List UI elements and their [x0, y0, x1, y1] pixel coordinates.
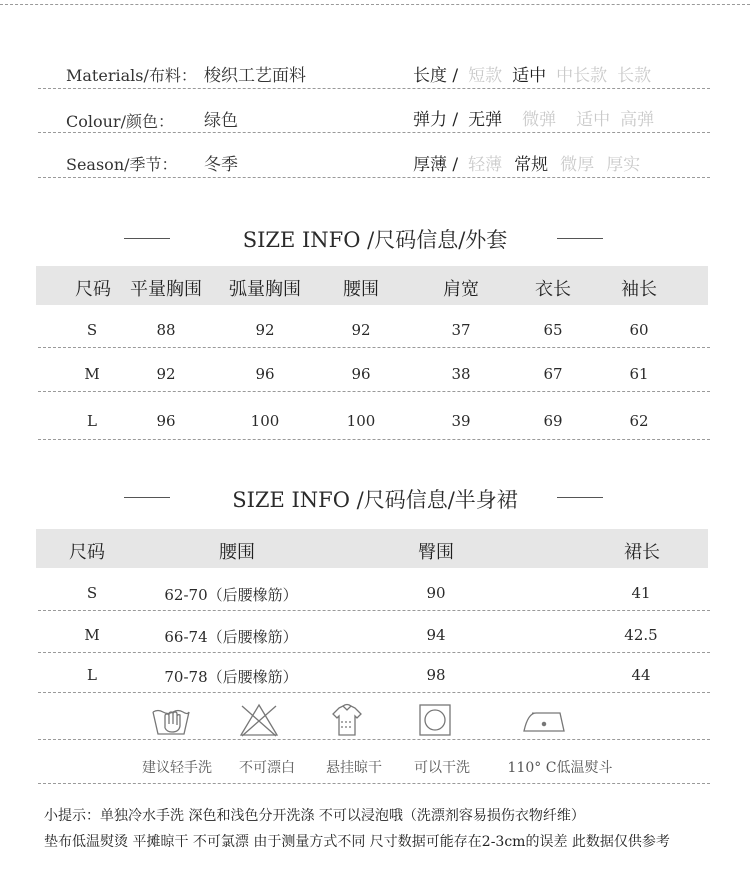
- elasticity-option-slight: 微弹: [522, 110, 557, 130]
- season-value: 冬季: [204, 155, 238, 175]
- cell-size: M: [84, 365, 100, 383]
- cell-shoulder: 37: [451, 321, 471, 339]
- elasticity-option-moderate: 适中: [576, 110, 611, 130]
- no-bleach-icon: [238, 702, 280, 738]
- header-curved-chest: 弧量胸围: [229, 279, 301, 300]
- title-rule-right: [557, 497, 603, 498]
- length-option-medium: 适中: [512, 66, 547, 86]
- length-options: [413, 61, 651, 86]
- iron-icon: [520, 702, 568, 738]
- care-label-dry-clean: 可以干洗: [414, 760, 470, 776]
- elasticity-options: [413, 105, 654, 130]
- care-label-hand-wash: 建议轻手洗: [142, 760, 212, 776]
- care-label-no-bleach: 不可漂白: [239, 760, 295, 776]
- divider: [38, 652, 710, 653]
- cell-length: 67: [543, 365, 563, 383]
- cell-waist: 92: [351, 321, 371, 339]
- header-skirt-length: 裙长: [624, 542, 660, 563]
- cell-shoulder: 38: [451, 365, 471, 383]
- length-option-long: 长款: [617, 66, 652, 86]
- colour-value: 绿色: [204, 111, 238, 131]
- header-waist: 腰围: [343, 279, 379, 300]
- materials-value: 梭织工艺面料: [204, 66, 306, 86]
- top-border: [0, 4, 750, 5]
- cell-waist: 96: [351, 365, 371, 383]
- cell-hip: 98: [426, 666, 446, 684]
- cell-waist: 66-74（后腰橡筋）: [164, 628, 298, 646]
- header-waist: 腰围: [219, 542, 255, 563]
- cell-size: L: [87, 666, 97, 684]
- divider: [38, 439, 710, 440]
- tip-line-2: 垫布低温熨烫 平摊晾干 不可氯漂 由于测量方式不同 尺寸数据可能存在2-3cm的误差 此数据仅供参考: [44, 834, 670, 850]
- header-sleeve: 袖长: [621, 279, 657, 300]
- cell-size: S: [86, 584, 98, 602]
- cell-flat-chest: 88: [156, 321, 176, 339]
- cell-size: S: [86, 321, 98, 339]
- skirt-section-title: SIZE INFO /尺码信息/半身裙: [232, 488, 518, 512]
- divider: [38, 391, 710, 392]
- care-label-hang-dry: 悬挂晾干: [326, 760, 382, 776]
- length-title: 长度 /: [413, 66, 459, 86]
- season-label: Season/季节：: [66, 155, 178, 174]
- cell-size: M: [84, 626, 100, 644]
- thickness-title: 厚薄 /: [413, 155, 459, 175]
- divider: [38, 739, 710, 740]
- cell-sleeve: 61: [629, 365, 649, 383]
- length-option-mid-long: 中长款: [556, 66, 608, 86]
- divider: [38, 347, 710, 348]
- elasticity-option-none: 无弹: [468, 110, 503, 130]
- cell-sleeve: 60: [629, 321, 649, 339]
- header-length: 衣长: [535, 279, 571, 300]
- thickness-option-thick: 厚实: [606, 155, 641, 175]
- cell-hip: 94: [426, 626, 446, 644]
- cell-waist: 70-78（后腰橡筋）: [164, 668, 298, 686]
- care-label-iron: 110° C低温熨斗: [507, 760, 613, 776]
- thickness-option-regular: 常规: [514, 155, 549, 175]
- dry-clean-icon: [414, 702, 456, 738]
- thickness-option-slightly-thick: 微厚: [560, 155, 595, 175]
- thickness-option-thin: 轻薄: [468, 155, 503, 175]
- cell-sleeve: 62: [629, 412, 649, 430]
- jacket-section-title: SIZE INFO /尺码信息/外套: [242, 228, 508, 252]
- colour-label: Colour/颜色：: [66, 112, 174, 131]
- materials-label: Materials/布料：: [66, 66, 197, 85]
- header-hip: 臀围: [418, 542, 454, 563]
- header-size: 尺码: [69, 542, 105, 563]
- cell-flat-chest: 92: [156, 365, 176, 383]
- tip-line-1: 小提示：单独冷水手洗 深色和浅色分开洗涤 不可以浸泡哦（洗漂剂容易损伤衣物纤维）: [44, 808, 585, 824]
- elasticity-title: 弹力 /: [413, 110, 459, 130]
- cell-flat-chest: 96: [156, 412, 176, 430]
- cell-length: 69: [543, 412, 563, 430]
- cell-curved-chest: 100: [250, 412, 280, 430]
- cell-hip: 90: [426, 584, 446, 602]
- cell-skirt-length: 44: [631, 666, 651, 684]
- cell-curved-chest: 96: [255, 365, 275, 383]
- title-rule-right: [557, 238, 603, 239]
- thickness-options: [413, 150, 640, 175]
- divider: [38, 610, 710, 611]
- hand-wash-icon: [150, 702, 192, 738]
- cell-curved-chest: 92: [255, 321, 275, 339]
- cell-skirt-length: 41: [631, 584, 651, 602]
- cell-shoulder: 39: [451, 412, 471, 430]
- header-size: 尺码: [75, 279, 111, 300]
- skirt-table-header: [36, 529, 708, 568]
- cell-size: L: [87, 412, 97, 430]
- elasticity-option-high: 高弹: [620, 110, 655, 130]
- cell-waist: 100: [346, 412, 376, 430]
- length-option-short: 短款: [468, 66, 503, 86]
- divider: [38, 692, 710, 693]
- hang-dry-icon: [326, 702, 368, 738]
- header-shoulder: 肩宽: [443, 279, 479, 300]
- divider: [38, 783, 710, 784]
- jacket-table-header: [36, 266, 708, 305]
- header-flat-chest: 平量胸围: [130, 279, 202, 300]
- divider: [38, 132, 710, 133]
- divider: [38, 177, 710, 178]
- cell-waist: 62-70（后腰橡筋）: [164, 586, 298, 604]
- cell-length: 65: [543, 321, 563, 339]
- divider: [38, 88, 710, 89]
- cell-skirt-length: 42.5: [624, 626, 658, 644]
